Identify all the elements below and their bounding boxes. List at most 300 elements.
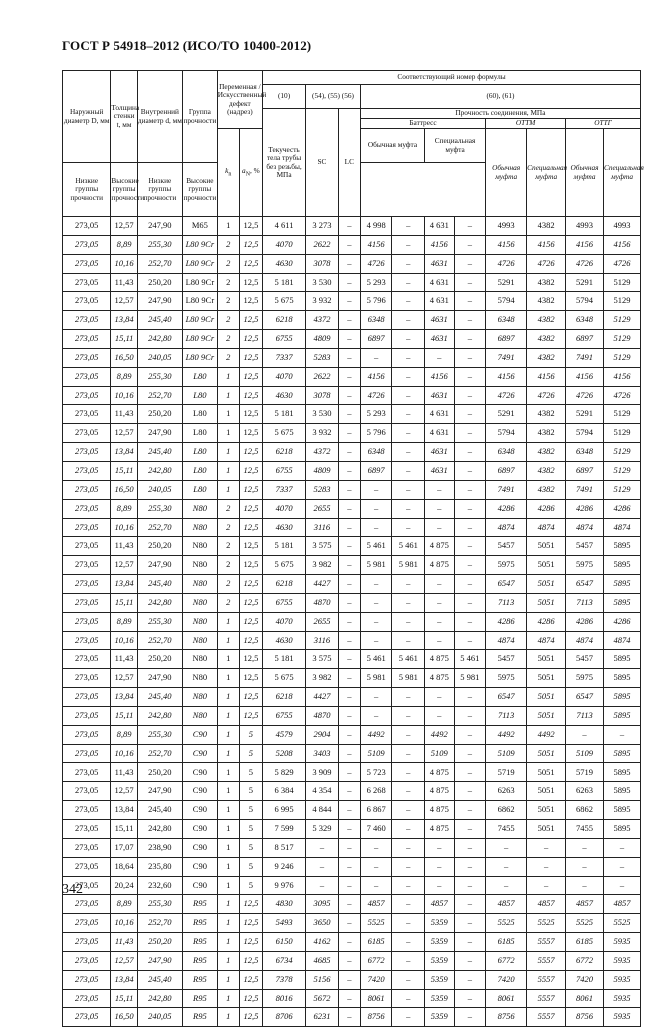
table-cell: N80 (183, 593, 218, 612)
table-cell: 5 829 (262, 763, 305, 782)
table-cell: L80 (183, 424, 218, 443)
casing-strength-table (62, 70, 644, 1027)
table-cell: 5291 (566, 405, 604, 424)
table-cell: 273,05 (63, 688, 111, 707)
table-cell: 4382 (527, 292, 566, 311)
header-ottm-regular: Обычная муфта (486, 129, 527, 217)
table-cell: 4156 (604, 367, 641, 386)
table-cell: 11,43 (111, 405, 137, 424)
table-cell: – (454, 876, 486, 895)
table-row (63, 556, 641, 575)
table-cell: 255,30 (137, 499, 182, 518)
table-cell: 3078 (306, 254, 339, 273)
table-cell: 4 875 (425, 537, 454, 556)
table-cell: 5129 (604, 480, 641, 499)
table-cell: 4286 (527, 499, 566, 518)
table-cell: 273,05 (63, 933, 111, 952)
header-yield-strength: Текучесть тела трубы без резьбы, МПа (262, 109, 305, 217)
table-cell: 2904 (306, 725, 339, 744)
table-cell: – (338, 989, 360, 1008)
table-row (63, 575, 641, 594)
table-cell: 5051 (527, 782, 566, 801)
table-row (63, 951, 641, 970)
table-cell: 4 354 (306, 782, 339, 801)
table-cell: 12,57 (111, 292, 137, 311)
table-cell: – (454, 725, 486, 744)
table-cell: – (338, 405, 360, 424)
table-cell: 5895 (604, 706, 641, 725)
table-cell: 6897 (486, 330, 527, 349)
table-cell: 6897 (360, 461, 392, 480)
table-cell: C90 (183, 744, 218, 763)
table-cell: – (454, 706, 486, 725)
table-cell: C90 (183, 782, 218, 801)
table-cell: 273,05 (63, 217, 111, 236)
table-cell: 4631 (425, 443, 454, 462)
table-cell: 5 329 (306, 820, 339, 839)
table-cell: 242,80 (137, 989, 182, 1008)
table-cell: 10,16 (111, 631, 137, 650)
table-cell: – (338, 575, 360, 594)
table-cell: 5129 (604, 405, 641, 424)
table-cell: – (338, 744, 360, 763)
table-cell: 255,30 (137, 895, 182, 914)
table-cell: 12,5 (239, 443, 262, 462)
table-cell: 247,90 (137, 951, 182, 970)
table-cell: 1 (217, 480, 239, 499)
table-cell: 5975 (566, 669, 604, 688)
table-row (63, 725, 641, 744)
table-cell: – (454, 311, 486, 330)
table-cell: – (392, 706, 425, 725)
table-cell: 5283 (306, 480, 339, 499)
table-cell: 2 (217, 593, 239, 612)
table-cell: – (454, 386, 486, 405)
table-cell: 5557 (527, 1008, 566, 1027)
table-cell: 5 461 (392, 537, 425, 556)
table-cell: L80 (183, 443, 218, 462)
table-cell: – (306, 838, 339, 857)
table-cell: 4 875 (425, 801, 454, 820)
table-row (63, 537, 641, 556)
table-cell: 255,30 (137, 725, 182, 744)
table-cell: – (486, 876, 527, 895)
table-cell: 6772 (360, 951, 392, 970)
table-cell: – (338, 914, 360, 933)
table-cell: – (392, 933, 425, 952)
table-cell: 12,57 (111, 782, 137, 801)
table-cell: 4726 (360, 254, 392, 273)
table-cell: 252,70 (137, 518, 182, 537)
table-cell: 273,05 (63, 1008, 111, 1027)
table-cell: 5895 (604, 820, 641, 839)
table-cell: – (454, 518, 486, 537)
table-cell: – (338, 782, 360, 801)
table-cell: 5 293 (360, 273, 392, 292)
table-cell: 15,11 (111, 330, 137, 349)
table-row (63, 914, 641, 933)
header-joint-strength: Прочность соединения, МПа (360, 109, 640, 119)
table-cell: R95 (183, 970, 218, 989)
table-cell: 8,89 (111, 235, 137, 254)
table-cell: – (338, 725, 360, 744)
table-cell: – (486, 857, 527, 876)
table-cell: 4993 (604, 217, 641, 236)
table-cell: – (338, 499, 360, 518)
table-row (63, 518, 641, 537)
table-cell: 245,40 (137, 970, 182, 989)
table-cell: 4 875 (425, 556, 454, 575)
table-cell: – (392, 575, 425, 594)
table-cell: 1 (217, 970, 239, 989)
table-cell: 1 (217, 461, 239, 480)
table-cell: 4 844 (306, 801, 339, 820)
table-cell: 5935 (604, 989, 641, 1008)
table-cell: 12,5 (239, 933, 262, 952)
table-cell: 4874 (566, 518, 604, 537)
table-cell: 273,05 (63, 857, 111, 876)
table-row (63, 989, 641, 1008)
table-cell: – (425, 348, 454, 367)
table-cell: 12,5 (239, 575, 262, 594)
table-cell: 12,5 (239, 706, 262, 725)
table-cell: C90 (183, 763, 218, 782)
table-cell: – (338, 348, 360, 367)
table-cell: 13,84 (111, 688, 137, 707)
table-cell: 4156 (566, 367, 604, 386)
table-cell: 273,05 (63, 292, 111, 311)
table-cell: 5109 (425, 744, 454, 763)
table-cell: – (306, 876, 339, 895)
table-cell: – (392, 330, 425, 349)
table-cell: 12,5 (239, 499, 262, 518)
table-cell: – (425, 499, 454, 518)
table-cell: 4874 (527, 518, 566, 537)
table-cell: – (360, 499, 392, 518)
table-cell: – (425, 575, 454, 594)
table-cell: 5 181 (262, 650, 305, 669)
table-cell: 4857 (527, 895, 566, 914)
table-cell: L80 9Cr (183, 273, 218, 292)
table-cell: 4726 (566, 386, 604, 405)
table-cell: 4382 (527, 273, 566, 292)
table-cell: 3 530 (306, 405, 339, 424)
table-cell: 5156 (306, 970, 339, 989)
table-cell: – (392, 480, 425, 499)
table-cell: 7420 (486, 970, 527, 989)
table-cell: – (338, 537, 360, 556)
table-cell: 12,57 (111, 556, 137, 575)
table-cell: 4 875 (425, 782, 454, 801)
table-cell: 273,05 (63, 801, 111, 820)
table-cell: 12,5 (239, 348, 262, 367)
table-cell: 5457 (566, 650, 604, 669)
table-cell: 4726 (486, 254, 527, 273)
table-cell: – (360, 575, 392, 594)
table-cell: 4685 (306, 951, 339, 970)
table-cell: 4870 (306, 706, 339, 725)
table-cell: 6185 (486, 933, 527, 952)
table-cell: 6218 (262, 443, 305, 462)
table-cell: 11,43 (111, 537, 137, 556)
table-row (63, 706, 641, 725)
table-cell: – (338, 367, 360, 386)
table-cell: L80 9Cr (183, 235, 218, 254)
table-cell: 273,05 (63, 951, 111, 970)
table-cell: 7337 (262, 348, 305, 367)
table-cell: 1 (217, 782, 239, 801)
table-cell: 4382 (527, 461, 566, 480)
table-cell: 4579 (262, 725, 305, 744)
table-cell: 5 981 (454, 669, 486, 688)
table-cell: 1 (217, 951, 239, 970)
table-cell: 5895 (604, 650, 641, 669)
table-cell: 5109 (486, 744, 527, 763)
table-cell: 9 976 (262, 876, 305, 895)
table-cell: 273,05 (63, 631, 111, 650)
table-cell: – (566, 838, 604, 857)
table-cell: 1 (217, 386, 239, 405)
table-cell: 8,89 (111, 725, 137, 744)
table-cell: 13,84 (111, 970, 137, 989)
table-cell: 5794 (486, 292, 527, 311)
table-cell: 5129 (604, 348, 641, 367)
table-cell: 5 675 (262, 669, 305, 688)
table-cell: 5 461 (360, 537, 392, 556)
table-cell: – (392, 970, 425, 989)
table-cell: – (392, 367, 425, 386)
table-cell: L80 (183, 480, 218, 499)
table-cell: 4 631 (425, 292, 454, 311)
table-cell: 5051 (527, 669, 566, 688)
table-cell: 5 (239, 838, 262, 857)
table-cell: 4492 (425, 725, 454, 744)
table-cell: – (454, 914, 486, 933)
table-cell: 235,80 (137, 857, 182, 876)
table-cell: C90 (183, 876, 218, 895)
table-cell: – (425, 876, 454, 895)
table-cell: 6 268 (360, 782, 392, 801)
table-cell: 8,89 (111, 612, 137, 631)
table-cell: 6772 (566, 951, 604, 970)
table-cell: – (454, 1008, 486, 1027)
table-cell: 12,5 (239, 593, 262, 612)
table-cell: 1 (217, 443, 239, 462)
table-cell: 2 (217, 330, 239, 349)
header-lc: LC (338, 109, 360, 217)
table-cell: 4726 (527, 254, 566, 273)
table-cell: 2 (217, 254, 239, 273)
table-cell: – (566, 876, 604, 895)
table-cell: – (338, 612, 360, 631)
table-row (63, 612, 641, 631)
table-cell: C90 (183, 838, 218, 857)
table-cell: 10,16 (111, 518, 137, 537)
header-buttress-regular: Обычная муфта (360, 129, 424, 163)
table-cell: 5525 (527, 914, 566, 933)
table-cell: 4874 (604, 631, 641, 650)
table-cell: – (392, 348, 425, 367)
table-cell: 273,05 (63, 744, 111, 763)
table-cell: – (604, 876, 641, 895)
table-row (63, 405, 641, 424)
table-cell: 8,89 (111, 367, 137, 386)
table-cell: 15,11 (111, 593, 137, 612)
table-cell: 5129 (604, 311, 641, 330)
table-cell: 1 (217, 1008, 239, 1027)
table-cell: – (338, 669, 360, 688)
table-cell: 6263 (566, 782, 604, 801)
table-cell: 5051 (527, 688, 566, 707)
table-cell: 273,05 (63, 235, 111, 254)
table-cell: – (527, 857, 566, 876)
table-cell: – (425, 593, 454, 612)
table-cell: 6755 (262, 706, 305, 725)
table-cell: 6185 (360, 933, 392, 952)
table-cell: 1 (217, 989, 239, 1008)
table-cell: 273,05 (63, 593, 111, 612)
table-cell: – (360, 480, 392, 499)
header-wall-thickness: Толщина стенки t, мм (111, 71, 137, 163)
table-cell: 3 982 (306, 669, 339, 688)
table-cell: 5525 (360, 914, 392, 933)
table-cell: 5051 (527, 706, 566, 725)
table-cell: 3116 (306, 518, 339, 537)
table-cell: 5493 (262, 914, 305, 933)
table-cell: 5359 (425, 1008, 454, 1027)
table-cell: 7337 (262, 480, 305, 499)
table-cell: R95 (183, 989, 218, 1008)
table-row (63, 838, 641, 857)
table-cell: 4809 (306, 330, 339, 349)
table-cell: 12,57 (111, 424, 137, 443)
table-cell: – (425, 838, 454, 857)
table-cell: 4492 (486, 725, 527, 744)
table-cell: 5935 (604, 951, 641, 970)
table-cell: – (392, 838, 425, 857)
table-cell: 5129 (604, 273, 641, 292)
document-title: ГОСТ Р 54918–2012 (ИСО/ТО 10400-2012) (62, 38, 312, 53)
table-cell: 7113 (566, 706, 604, 725)
table-cell: L80 (183, 405, 218, 424)
table-cell: 4156 (360, 367, 392, 386)
table-cell: 4156 (425, 367, 454, 386)
table-row (63, 499, 641, 518)
table-cell: 2622 (306, 235, 339, 254)
table-cell: 3 575 (306, 537, 339, 556)
table-cell: – (338, 933, 360, 952)
table-cell: 4726 (360, 386, 392, 405)
table-cell: 273,05 (63, 820, 111, 839)
table-cell: 4492 (527, 725, 566, 744)
table-cell: 5 461 (454, 650, 486, 669)
header-formula-60: (60), (61) (360, 85, 640, 109)
table-cell: 8756 (566, 1008, 604, 1027)
table-cell: – (360, 838, 392, 857)
table-cell: – (454, 254, 486, 273)
table-cell: 4809 (306, 461, 339, 480)
table-cell: – (454, 499, 486, 518)
table-cell: – (392, 424, 425, 443)
table-cell: 5051 (527, 650, 566, 669)
table-cell: 4726 (604, 386, 641, 405)
table-cell: – (454, 330, 486, 349)
table-cell: – (360, 631, 392, 650)
header-outer-diameter: Наружный диаметр D, мм (63, 71, 111, 163)
table-cell: – (338, 895, 360, 914)
header-buttress-special: Специальная муфта (425, 129, 486, 163)
table-cell: 273,05 (63, 461, 111, 480)
table-row (63, 235, 641, 254)
table-cell: 273,05 (63, 895, 111, 914)
table-cell: 5 (239, 857, 262, 876)
table-cell: – (392, 405, 425, 424)
table-cell: 5895 (604, 669, 641, 688)
table-cell: N80 (183, 556, 218, 575)
table-cell: 2 (217, 348, 239, 367)
table-cell: 6348 (566, 311, 604, 330)
table-cell: 12,5 (239, 273, 262, 292)
table-cell: 1 (217, 857, 239, 876)
table-cell: 8061 (360, 989, 392, 1008)
table-cell: 3 909 (306, 763, 339, 782)
table-cell: – (454, 933, 486, 952)
table-cell: 12,5 (239, 612, 262, 631)
table-cell: 5457 (486, 537, 527, 556)
table-cell: 7113 (566, 593, 604, 612)
table-cell: 4156 (527, 367, 566, 386)
table-cell: 7 599 (262, 820, 305, 839)
table-row (63, 367, 641, 386)
table-cell: – (454, 989, 486, 1008)
table-cell: 4631 (425, 386, 454, 405)
table-cell: – (425, 612, 454, 631)
table-cell: L80 (183, 461, 218, 480)
table-cell: 12,5 (239, 1008, 262, 1027)
table-cell: 12,57 (111, 669, 137, 688)
table-cell: 4372 (306, 311, 339, 330)
table-cell: 5794 (566, 292, 604, 311)
table-cell: 4857 (604, 895, 641, 914)
table-row (63, 330, 641, 349)
table-row (63, 480, 641, 499)
table-cell: 232,60 (137, 876, 182, 895)
table-row (63, 292, 641, 311)
table-row (63, 895, 641, 914)
table-cell: – (360, 706, 392, 725)
table-cell: 6348 (360, 443, 392, 462)
table-cell: 17,07 (111, 838, 137, 857)
table-cell: 7 460 (360, 820, 392, 839)
table-cell: 255,30 (137, 235, 182, 254)
table-cell: 3 932 (306, 292, 339, 311)
header-variable-defect: Переменная /Искусственный дефект (надрез) (217, 71, 262, 129)
table-row (63, 688, 641, 707)
table-cell: – (392, 235, 425, 254)
table-cell: 6772 (486, 951, 527, 970)
table-cell: – (392, 801, 425, 820)
table-cell: – (392, 857, 425, 876)
table-body (63, 217, 641, 1027)
table-cell: 273,05 (63, 989, 111, 1008)
table-cell: – (425, 688, 454, 707)
table-cell: 273,05 (63, 480, 111, 499)
table-cell: 4631 (425, 330, 454, 349)
table-cell: N80 (183, 688, 218, 707)
table-cell: – (338, 518, 360, 537)
table-cell: 273,05 (63, 254, 111, 273)
table-cell: 4857 (425, 895, 454, 914)
